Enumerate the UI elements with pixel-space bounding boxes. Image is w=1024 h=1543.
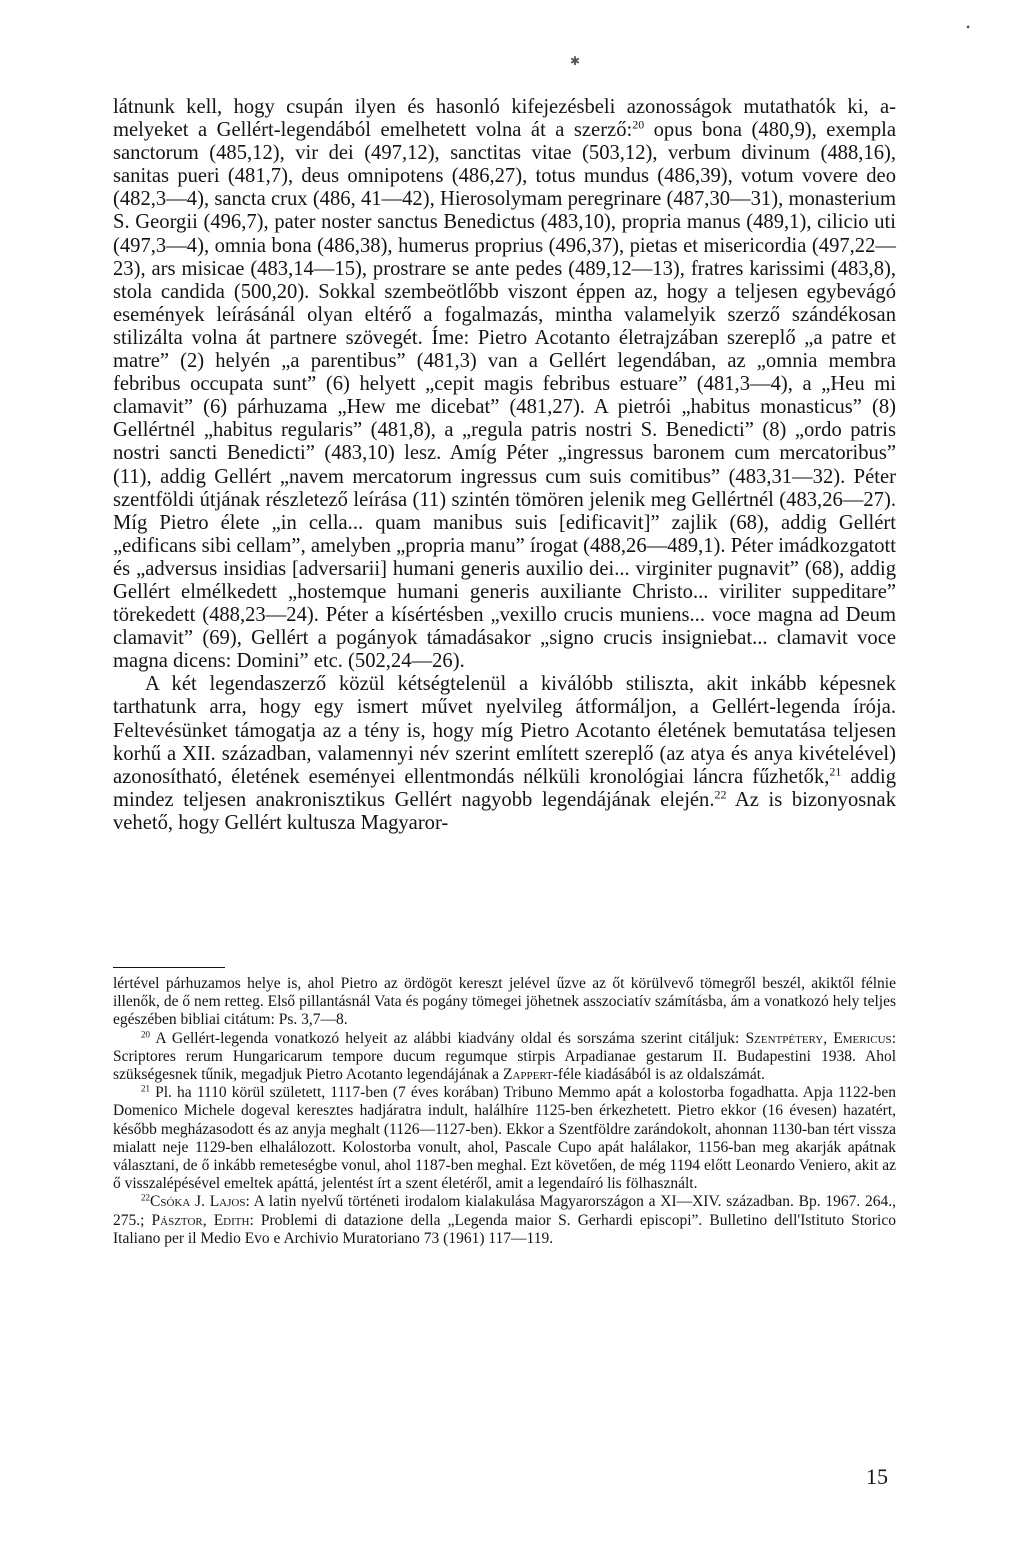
footnote-ref-21[interactable]: 21 — [829, 764, 842, 779]
footnotes — [113, 975, 896, 1248]
body-paragraph-1: látnunk kell, hogy csupán ilyen és hasonló kifejezésbeli azonosságok mutathatók ki, a-melyeket a Gellért-legendából emelhetett volna át a szerző:$^{20}$ opus bona (480,9), exempla sanctorum (485,12), vir dei (497,12), sanctitas vitae (503,12), verbum divinum (488,16), sanitas pueri (481,7), deus omnipotens (486,27), totus mundus (486,39), votum vovere deo (482,3—4), sancta crux (486, 41—42), Hierosolymam peregrinare (487,30—31), monasterium S. Georgii (496,7), pater noster sanctus Benedictus (483,10), propria manus (489,1), cilicio uti (497,3—4), omnia bona (486,38), humerus proprius (496,37), pietas et misericordia (497,22—23), ars misicae (483,14—15), prostrare se ante pedes (489,12—13), fratres karissimi (483,8), stola candida (500,20). Sokkal szembeötlőbb viszont éppen az, hogy a teljesen egybevágó események leírásánál olyan eltérő a fogalmazás, mintha valamelyik szerző szándékosan stilizálta volna át partnere szövegét. Íme: Pietro Acotanto életrajzában szereplő „a patre et matre” (2) helyén „a parentibus” (481,3) van a Gellért legendában, az „omnia membra febribus occupata sunt” (6) helyett „cepit magis febribus estuare” (481,3—4), a „Heu mi clamavit” (6) párhuzama „Hew me dicebat” (481,27). A pietrói „habitus monasticus” (8) Gellértnél „habitus regularis” (481,8), a „regula patris nostri S. Benedicti” (8) „ordo patris nostri sancti Benedicti” (483,10) lesz. Amíg Péter „ingressus baronem cum mercatoribus” (11), addig Gellért „navem mercatorum ingressus cum suis comitibus” (483,31—32). Péter szentföldi útjának részletező leírása (11) szintén tömören jelenik meg Gellértnél (483,26—27). Míg Pietro élete „in cella... quam manibus suis [edificavit]” zajlik (68), addig Gellért „edificans sibi cellam”, amelyben „propria manu” írogat (488,26—489,1). Péter imádkozgatott és „adversus insidias [adversarii] humani generis auxilio dei... virginiter pugnavit” (68), addig Gellért elmélkedett „hostemque humani generis auxiliante Christo... viriliter suppeditare” törekedett (488,23—24). Péter a kísértésben „vexillo crucis muniens... voce magna ad Deum clamavit” (69), Gellért a pogányok támadásakor „signo crucis insigniebat... clamavit voce magna dicens: Domini” etc. (502,24—26). — [113, 96, 896, 673]
main-text — [113, 96, 896, 835]
body-paragraph-2: A két legendaszerző közül kétségtelenül a kiválóbb stiliszta, akit inkább képesnek tarthatunk arra, hogy egy ismert művet nyelvileg átformáljon, a Gellért-legenda írója. Feltevésünket támogatja az a tény is, hogy míg Pietro Acotanto életének bemutatása teljesen korhű a XII. században, valamennyi név szerint említett szereplő (az atya és anya kivételével) azonosítható, életének eseményei ellentmondás nélküli kronológiai láncra fűzhetők,$^{21}$ addig mindez teljesen anakronisztikus Gellért nagyobb legendájának elején.$^{22}$ Az is bizonyosnak vehető, hogy Gellért kultusza Magyaror- — [113, 673, 896, 834]
footnote-ref-20[interactable]: 20 — [632, 117, 645, 132]
footnote-ref-22[interactable]: 22 — [714, 787, 727, 802]
footnote-22: $^{22}$Csóka J. Lajos: A latin nyelvű történeti irodalom kialakulása Magyarországon a XI—XIV. században. Bp. 1967. 264., 275.; Pásztor, Edith: Problemi di datazione della „Legenda maior S. Gerhardi episcopi”. Bulletino dell'Istituto Storico Italiano per il Medio Evo e Archivio Muratoriano 73 (1961) 117—119. — [113, 1192, 896, 1247]
scan-mark: • — [966, 20, 971, 34]
page-number: 15 — [866, 1464, 888, 1489]
footnote-21: $^{21}$ Pl. ha 1110 körül született, 1117-ben (7 éves korában) Tribuno Memmo apát a kolostorba fogadhatta. Apja 1122-ben Domenico Michele dogeval keresztes hadjáratra indult, halálhíre 1125-ben érkezhetett. Pietro ekkor (16 évesen) hazatért, később megházasodott és az anyja meghalt (1126—1127-ben). Ekkor a Szentföldre zarándokolt, ahonnan 1130-ban tért vissza mialatt neje 1129-ben elhalálozott. Kolostorba vonult, ahol, Pascale Cupo apát halálakor, 1156-ban meg akarják apátnak választani, de ő inkább remeteségbe vonul, ahol 1187-ben meghal. Ezt követően, de még 1194 előtt Leonardo Veniero, akit az ő visszalépésével emeltek apáttá, jelentést írt a szent életéről, amit a legendaíró lis fölhasznált. — [113, 1083, 896, 1193]
footnote-continuation: lértével párhuzamos helye is, ahol Pietro az ördögöt kereszt jelével űzve az őt körülvevő tömegről beszél, akiktől félnie illenők, de ő nem retteg. Első pillantásnál Vata és pogány tömegei jöhetnek asszociatív számításba, ám a vonatkozó hely teljes egészében bibliai citátum: Ps. 3,7—8. — [113, 975, 896, 1029]
scan-mark: ✱ — [570, 54, 581, 68]
footnote-20: $^{20}$ A Gellért-legenda vonatkozó helyeit az alábbi kiadvány oldal és sorszáma szerint citáljuk: Szentpétery, Emericus: Scriptores rerum Hungaricarum tempore ducum regumque stirpis Arpadianae gestarum II. Budapestini 1938. Ahol szükségesnek tűnik, megadjuk Pietro Acotanto legendájának a Zappert-féle kiadásából is az oldalszámát. — [113, 1029, 896, 1084]
footnote-divider — [113, 967, 225, 968]
